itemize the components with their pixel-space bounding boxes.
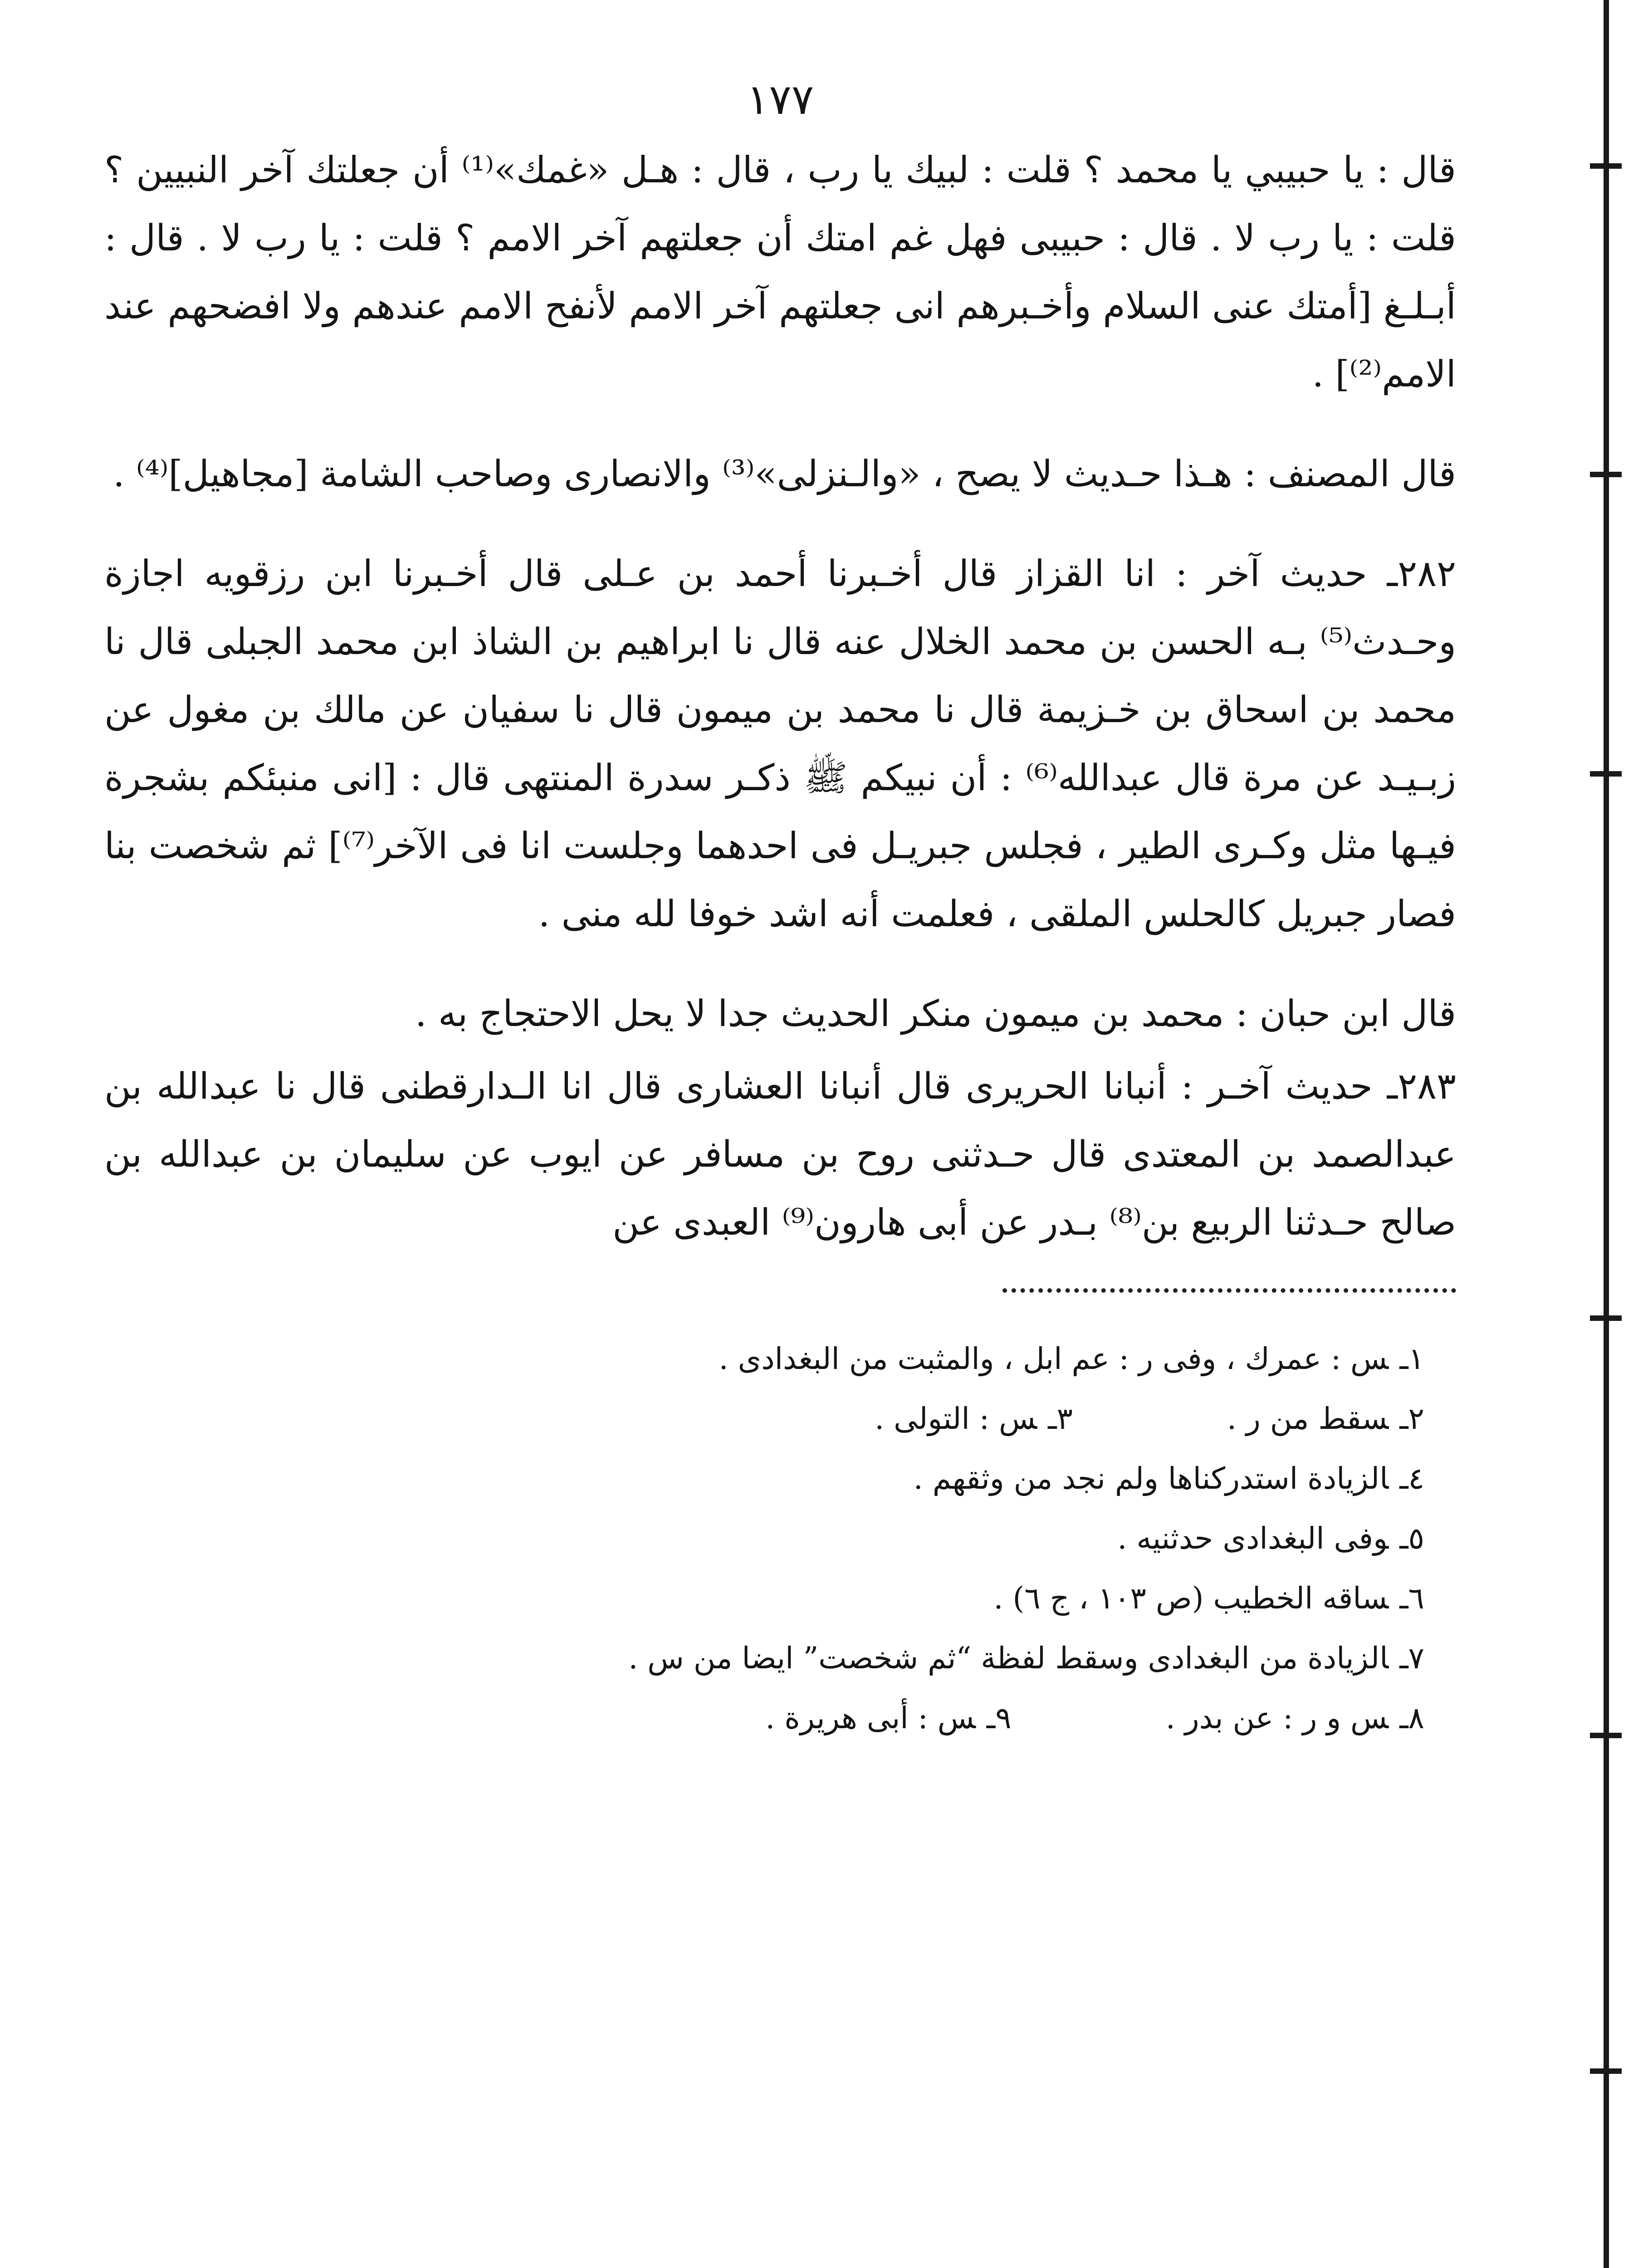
footnote-row <box>104 1329 1424 1389</box>
page-edge-tick <box>1590 771 1622 777</box>
page-edge-rule <box>1604 0 1609 2268</box>
footnote-number: ٩ـ <box>986 1701 1012 1735</box>
book-page <box>104 68 1456 2268</box>
footnote-text: سقط من ر . <box>1227 1401 1389 1436</box>
footnote-row <box>104 1569 1424 1628</box>
footnote-text: س : التولى . <box>875 1401 1037 1436</box>
paragraph-hadith-dialogue: قال : يا حبيبي يا محمد ؟ قلت : لبيك يا رب ، قال : هـل «غمك»⁽¹⁾ أن جعلتك آخر النبيين ؟ قلت : يا رب لا . قال : حبيبى فهل غم امتك أن جعلتهم آخر الامم ؟ قلت : يا رب لا . قال : أبـلـغ [أمتك عنى السلام وأخـبرهم انى جعلتهم آخر الامم لأنفح الامم عندهم ولا افضحهم عند الامم⁽²⁾] . <box>104 149 1456 395</box>
footnote-number: ٧ـ <box>1399 1641 1424 1676</box>
footnote-row <box>104 1449 1424 1509</box>
footnote-5 <box>1117 1509 1424 1569</box>
footnote-number: ٨ـ <box>1399 1701 1424 1735</box>
footnote-text: الزيادة من البغدادى وسقط لفظة “ثم شخصت” ايضا من س . <box>628 1641 1389 1676</box>
paragraph-hadith-282: ٢٨٢ـ حديث آخر : انا القزاز قال أخـبرنا أحمد بن عـلى قال أخـبرنا ابن رزقويه اجازة وحـدث⁽⁵⁾ بـه الحسن بن محمد الخلال عنه قال نا ابراهيم بن الشاذ ابن محمد الجبلى قال نا محمد بن اسحاق بن خـزيمة قال نا محمد بن ميمون قال نا سفيان عن مالك بن مغول عن زبـيـد عن مرة قال عبدالله⁽⁶⁾ : أن نبيكم ﷺ ذكـر سدرة المنتهى قال : [انى منبئكم بشجرة فيـها مثل وكـرى الطير ، فجلس جبريـل فى احدهما وجلست انا فى الآخر⁽⁷⁾] ثم شخصت بنا فصار جبريل كالحلس الملقى ، فعلمت أنه اشد خوفا لله منى . <box>104 552 1456 935</box>
footnote-text: ساقه الخطيب (ص ١٠٣ ، ج ٦) . <box>993 1581 1389 1616</box>
footnote-number: ٤ـ <box>1399 1461 1424 1496</box>
footnote-6 <box>994 1569 1425 1628</box>
footnote-text: وفى البغدادى حدثنيه . <box>1117 1521 1389 1556</box>
footnote-3 <box>875 1389 1073 1449</box>
footnote-row <box>104 1389 1424 1449</box>
footnote-7 <box>628 1628 1424 1688</box>
footnote-separator <box>1002 1288 1456 1293</box>
footnote-number: ٢ـ <box>1399 1401 1424 1436</box>
footnote-1 <box>719 1329 1424 1389</box>
footnote-2 <box>1227 1389 1424 1449</box>
paragraph-ibn-hibban-comment: قال ابن حبان : محمد بن ميمون منكر الحديث جدا لا يحل الاحتجاج به . <box>415 992 1456 1035</box>
footnote-row <box>104 1628 1424 1688</box>
footnote-text: س : عمرك ، وفى ر : عم ابل ، والمثبت من البغدادى . <box>719 1341 1389 1376</box>
footnote-number: ٣ـ <box>1048 1401 1073 1436</box>
footnote-row <box>104 1509 1424 1569</box>
paragraph-author-comment: قال المصنف : هـذا حـديث لا يصح ، «والـنزلى»⁽³⁾ والانصارى وصاحب الشامة [مجاهيل]⁽⁴⁾ . <box>113 453 1456 495</box>
page-edge-tick <box>1590 1315 1622 1321</box>
page-edge-tick <box>1590 2068 1622 2074</box>
page-edge-tick <box>1590 1733 1622 1738</box>
footnote-number: ١ـ <box>1399 1341 1424 1376</box>
footnote-row <box>104 1688 1424 1748</box>
footnote-text: الزيادة استدركناها ولم نجد من وثقهم . <box>913 1461 1389 1496</box>
footnote-9 <box>765 1688 1011 1748</box>
footnote-number: ٥ـ <box>1399 1521 1424 1556</box>
footnotes <box>104 1329 1456 1748</box>
page-number: ١٧٧ <box>746 75 814 124</box>
footnote-8 <box>1166 1688 1424 1748</box>
footnote-text: س : أبى هريرة . <box>765 1701 976 1735</box>
footnote-number: ٦ـ <box>1399 1581 1424 1616</box>
footnote-text: س و ر : عن بدر . <box>1165 1701 1389 1735</box>
page-edge-tick <box>1590 163 1622 169</box>
page-edge-tick <box>1590 472 1622 477</box>
paragraph-hadith-283: ٢٨٣ـ حديث آخـر : أنبانا الحريرى قال أنبانا العشارى قال انا الـدارقطنى قال نا عبدالله بن عبدالصمد بن المعتدى قال حـدثنى روح بن مسافر عن ايوب عن سليمان بن عبدالله بن صالح حـدثنا الربيع بن⁽⁸⁾ بـدر عن أبى هارون⁽⁹⁾ العبدى عن <box>104 1065 1456 1243</box>
footnote-4 <box>914 1449 1424 1509</box>
